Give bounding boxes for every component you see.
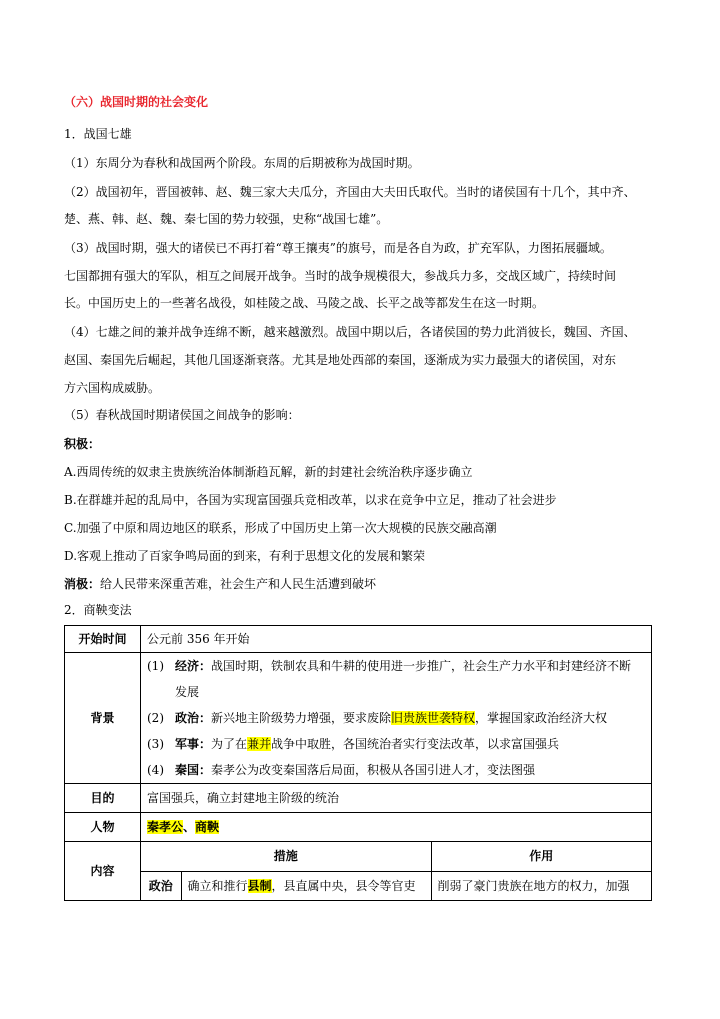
background-economy [147,653,645,705]
table-row [65,653,652,784]
background-politics-key: 政治： [175,711,212,725]
paragraph-4-line-3: 方六国构成威胁。 [64,381,161,395]
background-qin-text: 秦孝公为改变秦国落后局面，积极从各国引进人才，变法图强 [211,763,536,777]
people-separator: 、 [183,820,196,834]
paragraph-4-line-2: 赵国、秦国先后崛起，其他几国逐渐衰落。尤其是地处西部的秦国，逐渐成为实力最强大的诸侯国，对东 [64,353,617,367]
people-value [141,813,652,842]
table-row [65,784,652,813]
item-number: (2) [147,711,164,725]
politics-measure-text: 确立和推行 [187,878,248,893]
background-politics-text-end: ，掌握国家政治经济大权 [475,711,608,725]
item-number: (3) [147,737,164,751]
shang-yang-reform-table [64,625,652,901]
table-row [65,813,652,842]
item-number: (1) [147,659,164,673]
people-label: 人物 [65,813,141,842]
person-shang-yang: 商鞅 [195,820,220,834]
background-politics-text: 新兴地主阶级势力增强，要求废除 [211,711,392,725]
heading-shang-yang: 2．商鞅变法 [64,603,132,617]
negative-text: 给人民带来深重苦难，社会生产和人民生活遭到破坏 [100,577,377,591]
background-economy-text: 战国时期，铁制农具和牛耕的使用进一步推广，社会生产力水平和封建经济不断 [211,659,632,673]
positive-item-a: A.西周传统的奴隶主贵族统治体制渐趋瓦解，新的封建社会统治秩序逐步确立 [64,465,473,479]
highlight-annexation: 兼并 [247,737,272,751]
content-subtable [141,842,651,900]
background-military-key: 军事： [175,737,212,751]
heading-warring-states: 1．战国七雄 [64,127,132,141]
positive-item-b: B.在群雄并起的乱局中，各国为实现富国强兵竞相改革，以求在竞争中立足，推动了社会进步 [64,493,557,507]
positive-item-d: D.客观上推动了百家争鸣局面的到来，有利于思想文化的发展和繁荣 [64,549,426,563]
paragraph-3-line-3: 长。中国历史上的一些著名战役，如桂陵之战、马陵之战、长平之战等都发生在这一时期。 [64,296,545,310]
paragraph-2-line-1: （2）战国初年，晋国被韩、赵、魏三家大夫瓜分，齐国由大夫田氏取代。当时的诸侯国有十几个，其中齐、 [64,185,636,199]
table-row [65,626,652,653]
effect-header: 作用 [431,842,651,871]
background-content [141,653,652,784]
section-title: （六）战国时期的社会变化 [64,95,209,109]
background-label: 背景 [65,653,141,784]
measures-header: 措施 [141,842,431,871]
negative-label: 消极： [64,577,101,591]
politics-effect: 削弱了豪门贵族在地方的权力，加强 [431,871,651,900]
background-qin-key: 秦国： [175,763,212,777]
start-time-value: 公元前 356 年开始 [141,626,652,653]
positive-label: 积极： [64,437,101,451]
table-row [141,842,651,871]
highlight-hereditary-privilege: 旧贵族世袭特权 [391,711,476,725]
paragraph-5: （5）春秋战国时期诸侯国之间战争的影响： [64,408,300,422]
negative-line [64,576,376,592]
goal-value: 富国强兵，确立封建地主阶级的统治 [141,784,652,813]
table-row [141,871,651,900]
background-politics [147,705,645,731]
politics-measure [181,871,431,900]
goal-label: 目的 [65,784,141,813]
paragraph-3-line-1: （3）战国时期，强大的诸侯已不再打着“尊王攘夷”的旗号，而是各自为政，扩充军队，力图拓展疆域。 [64,241,612,255]
positive-item-c: C.加强了中原和周边地区的联系，形成了中国历史上第一次大规模的民族交融高潮 [64,521,497,535]
start-time-label: 开始时间 [65,626,141,653]
background-military-text-end: 战争中取胜，各国统治者实行变法改革，以求富国强兵 [271,737,560,751]
content-cell [141,842,652,901]
item-number: (4) [147,763,164,777]
person-qin-xiaogong: 秦孝公 [147,820,184,834]
content-label: 内容 [65,842,141,901]
background-economy-key: 经济： [175,659,212,673]
paragraph-4-line-1: （4）七雄之间的兼并战争连绵不断，越来越激烈。战国中期以后，各诸侯国的势力此消彼长，魏国、齐国、 [64,325,636,339]
paragraph-1: （1）东周分为春秋和战国两个阶段。东周的后期被称为战国时期。 [64,156,420,170]
table-row [65,842,652,901]
paragraph-3-line-2: 七国都拥有强大的军队，相互之间展开战争。当时的战争规模很大，参战兵力多，交战区域广，持续时间 [64,269,617,283]
politics-label: 政治 [141,871,181,900]
paragraph-2-line-2: 楚、燕、韩、赵、魏、秦七国的势力较强，史称“战国七雄”。 [64,212,389,226]
background-qin [147,757,645,783]
background-military-text: 为了在 [211,737,248,751]
highlight-county-system: 县制 [247,878,272,893]
background-military [147,731,645,757]
politics-measure-text-end: ，县直属中央，县令等官吏 [271,878,416,893]
background-economy-text-cont: 发展 [175,685,200,699]
